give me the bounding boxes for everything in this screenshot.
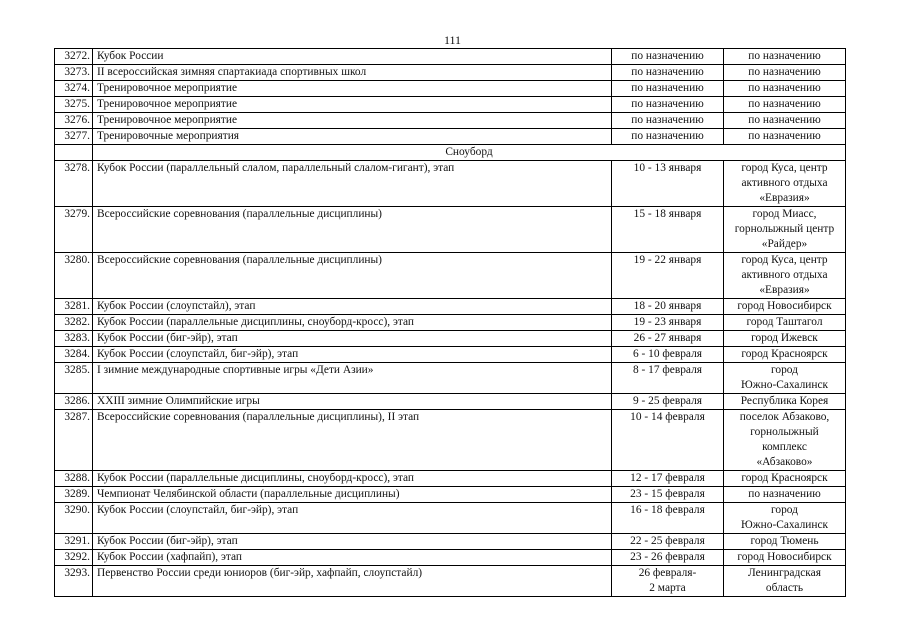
- event-name: Тренировочное мероприятие: [93, 113, 612, 129]
- event-number: 3286.: [55, 394, 93, 410]
- event-dates: по назначению: [612, 49, 724, 65]
- event-dates: 26 февраля- 2 марта: [612, 566, 724, 597]
- table-row: [55, 331, 846, 347]
- event-place: по назначению: [724, 97, 846, 113]
- section-header-row: [55, 145, 846, 161]
- event-place: поселок Абзаково, горнолыжный комплекс «Абзаково»: [724, 410, 846, 471]
- event-name: Кубок России (слоупстайл), этап: [93, 299, 612, 315]
- event-name: Всероссийские соревнования (параллельные дисциплины): [93, 253, 612, 299]
- event-number: 3288.: [55, 471, 93, 487]
- table-row: [55, 503, 846, 534]
- event-place: город Южно-Сахалинск: [724, 503, 846, 534]
- event-place: по назначению: [724, 49, 846, 65]
- table-row: [55, 113, 846, 129]
- event-dates: 22 - 25 февраля: [612, 534, 724, 550]
- event-number: 3273.: [55, 65, 93, 81]
- event-number: 3289.: [55, 487, 93, 503]
- event-number: 3282.: [55, 315, 93, 331]
- event-dates: по назначению: [612, 65, 724, 81]
- event-place: город Куса, центр активного отдыха «Евразия»: [724, 161, 846, 207]
- event-dates: 26 - 27 января: [612, 331, 724, 347]
- event-name: Кубок России (биг-эйр), этап: [93, 331, 612, 347]
- event-dates: 12 - 17 февраля: [612, 471, 724, 487]
- event-dates: 9 - 25 февраля: [612, 394, 724, 410]
- table-row: [55, 161, 846, 207]
- event-name: Чемпионат Челябинской области (параллельные дисциплины): [93, 487, 612, 503]
- section-num-cell: [55, 145, 93, 161]
- event-number: 3274.: [55, 81, 93, 97]
- table-row: [55, 347, 846, 363]
- table-row: [55, 253, 846, 299]
- event-number: 3291.: [55, 534, 93, 550]
- event-name: Тренировочные мероприятия: [93, 129, 612, 145]
- event-number: 3276.: [55, 113, 93, 129]
- table-row: [55, 129, 846, 145]
- table-row: [55, 566, 846, 597]
- event-name: Кубок России (параллельные дисциплины, сноуборд-кросс), этап: [93, 315, 612, 331]
- table-row: [55, 487, 846, 503]
- event-dates: по назначению: [612, 97, 724, 113]
- event-dates: 16 - 18 февраля: [612, 503, 724, 534]
- event-number: 3285.: [55, 363, 93, 394]
- event-name: Кубок России (параллельный слалом, параллельный слалом-гигант), этап: [93, 161, 612, 207]
- event-number: 3277.: [55, 129, 93, 145]
- event-place: город Ижевск: [724, 331, 846, 347]
- event-number: 3290.: [55, 503, 93, 534]
- event-dates: 18 - 20 января: [612, 299, 724, 315]
- event-number: 3278.: [55, 161, 93, 207]
- event-place: город Южно-Сахалинск: [724, 363, 846, 394]
- table-row: [55, 394, 846, 410]
- event-name: Кубок России (параллельные дисциплины, сноуборд-кросс), этап: [93, 471, 612, 487]
- event-place: по назначению: [724, 81, 846, 97]
- event-number: 3280.: [55, 253, 93, 299]
- table-row: [55, 363, 846, 394]
- event-place: город Тюмень: [724, 534, 846, 550]
- event-place: город Красноярск: [724, 471, 846, 487]
- event-name: Кубок России: [93, 49, 612, 65]
- event-name: Кубок России (биг-эйр), этап: [93, 534, 612, 550]
- event-name: I зимние международные спортивные игры «Дети Азии»: [93, 363, 612, 394]
- event-place: по назначению: [724, 487, 846, 503]
- event-place: Ленинградская область: [724, 566, 846, 597]
- event-name: Всероссийские соревнования (параллельные дисциплины): [93, 207, 612, 253]
- event-place: город Красноярск: [724, 347, 846, 363]
- event-name: Кубок России (слоупстайл, биг-эйр), этап: [93, 347, 612, 363]
- events-table: [54, 48, 846, 597]
- event-place: город Куса, центр активного отдыха «Евразия»: [724, 253, 846, 299]
- event-name: XXIII зимние Олимпийские игры: [93, 394, 612, 410]
- event-place: по назначению: [724, 113, 846, 129]
- event-place: город Миасс, горнолыжный центр «Райдер»: [724, 207, 846, 253]
- event-dates: 15 - 18 января: [612, 207, 724, 253]
- event-number: 3275.: [55, 97, 93, 113]
- page-number: 111: [443, 33, 462, 47]
- event-number: 3292.: [55, 550, 93, 566]
- event-place: город Новосибирск: [724, 550, 846, 566]
- event-dates: 10 - 14 февраля: [612, 410, 724, 471]
- event-place: по назначению: [724, 65, 846, 81]
- event-number: 3272.: [55, 49, 93, 65]
- event-dates: 19 - 22 января: [612, 253, 724, 299]
- section-title: Сноуборд: [93, 145, 846, 161]
- event-name: II всероссийская зимняя спартакиада спортивных школ: [93, 65, 612, 81]
- event-name: Первенство России среди юниоров (биг-эйр, хафпайп, слоупстайл): [93, 566, 612, 597]
- event-name: Тренировочное мероприятие: [93, 81, 612, 97]
- event-number: 3283.: [55, 331, 93, 347]
- event-dates: 10 - 13 января: [612, 161, 724, 207]
- event-place: город Таштагол: [724, 315, 846, 331]
- event-dates: 6 - 10 февраля: [612, 347, 724, 363]
- event-dates: по назначению: [612, 129, 724, 145]
- event-number: 3279.: [55, 207, 93, 253]
- event-name: Тренировочное мероприятие: [93, 97, 612, 113]
- event-name: Кубок России (слоупстайл, биг-эйр), этап: [93, 503, 612, 534]
- event-dates: 23 - 15 февраля: [612, 487, 724, 503]
- event-place: Республика Корея: [724, 394, 846, 410]
- table-row: [55, 49, 846, 65]
- event-number: 3284.: [55, 347, 93, 363]
- table-row: [55, 315, 846, 331]
- event-name: Кубок России (хафпайп), этап: [93, 550, 612, 566]
- event-name: Всероссийские соревнования (параллельные дисциплины), II этап: [93, 410, 612, 471]
- table-row: [55, 299, 846, 315]
- table-row: [55, 97, 846, 113]
- table-row: [55, 207, 846, 253]
- event-number: 3293.: [55, 566, 93, 597]
- event-place: город Новосибирск: [724, 299, 846, 315]
- table-row: [55, 65, 846, 81]
- table-row: [55, 534, 846, 550]
- event-dates: по назначению: [612, 81, 724, 97]
- event-place: по назначению: [724, 129, 846, 145]
- event-dates: 23 - 26 февраля: [612, 550, 724, 566]
- table-row: [55, 81, 846, 97]
- table-row: [55, 550, 846, 566]
- event-dates: по назначению: [612, 113, 724, 129]
- event-number: 3281.: [55, 299, 93, 315]
- table-row: [55, 471, 846, 487]
- event-number: 3287.: [55, 410, 93, 471]
- table-row: [55, 410, 846, 471]
- event-dates: 19 - 23 января: [612, 315, 724, 331]
- event-dates: 8 - 17 февраля: [612, 363, 724, 394]
